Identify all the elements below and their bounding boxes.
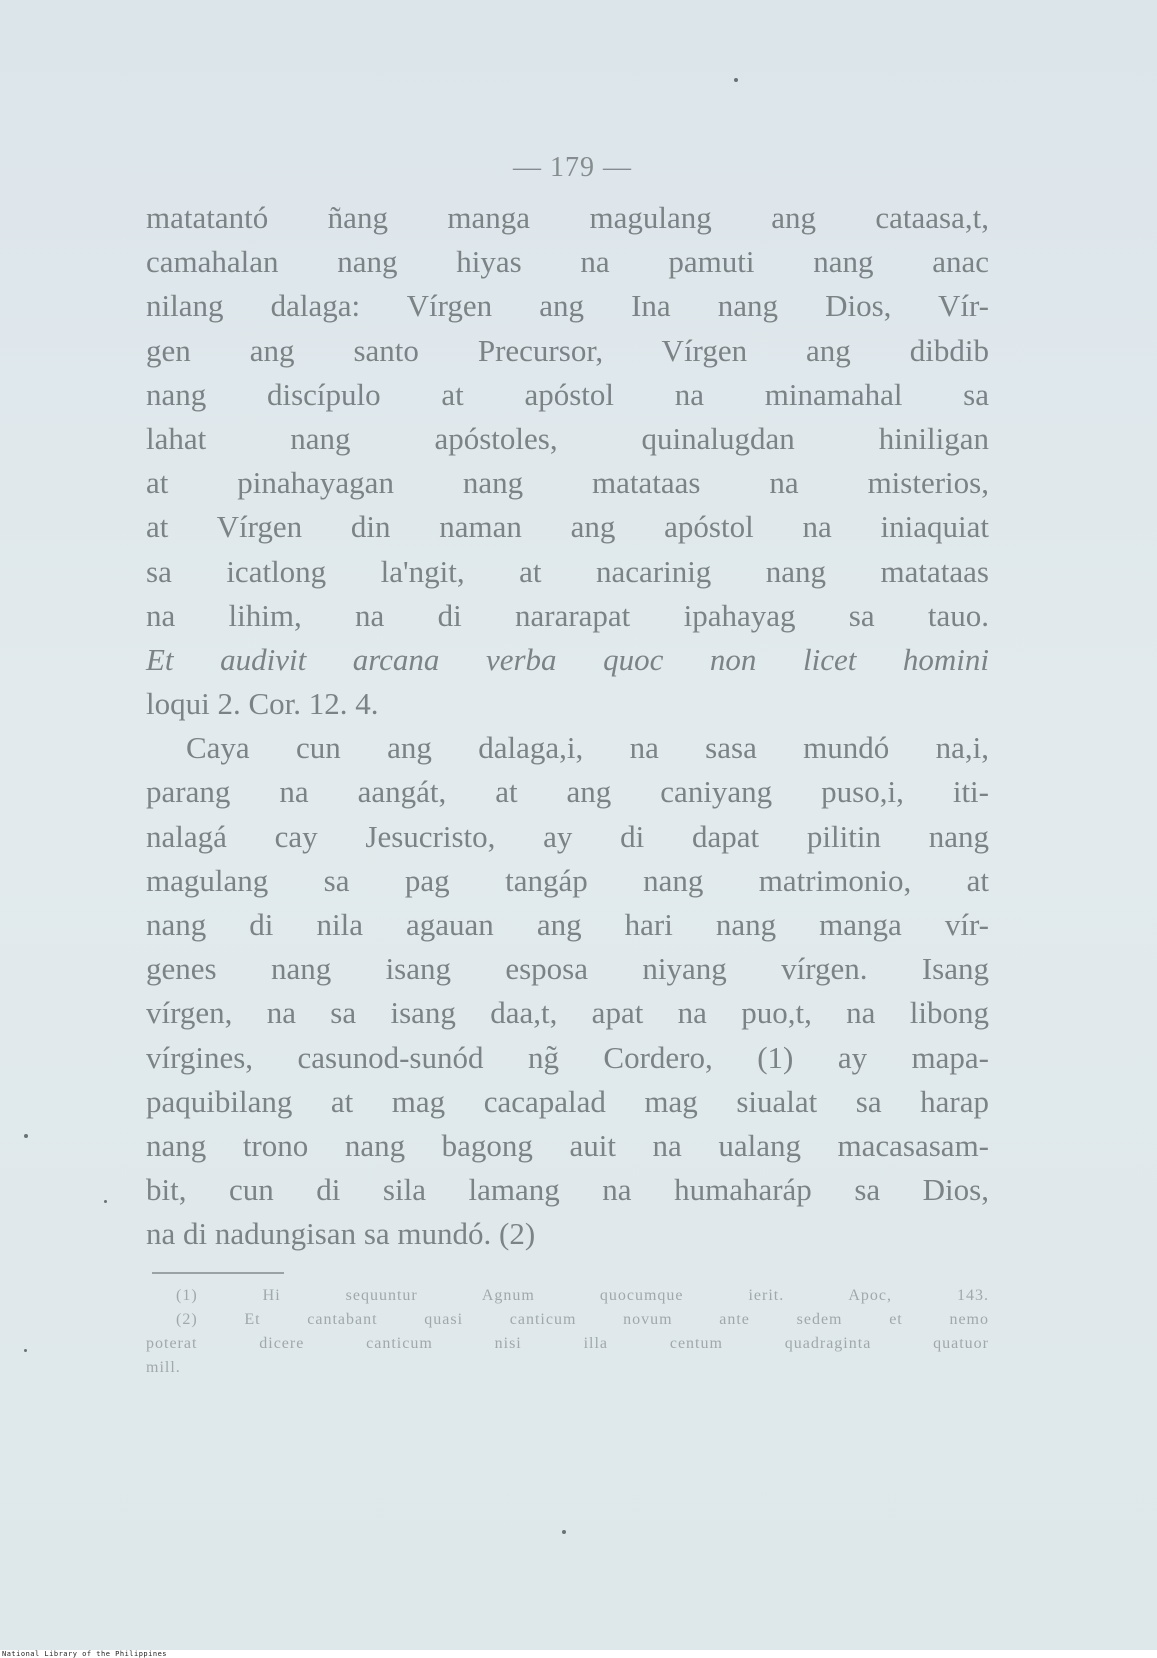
text-line: at Vírgen din naman ang apóstol na iniaquiat bbox=[146, 509, 989, 545]
text-line: camahalan nang hiyas na pamuti nang anac bbox=[146, 244, 989, 280]
scan-speck bbox=[734, 78, 738, 82]
text-line: sa icatlong la'ngit, at nacarinig nang matataas bbox=[146, 553, 989, 589]
text-line: nang di nila agauan ang hari nang manga vír- bbox=[146, 907, 989, 942]
text-line: paquibilang at mag cacapalad mag siualat sa harap bbox=[146, 1083, 989, 1119]
page-body bbox=[146, 152, 989, 1380]
paragraph-1 bbox=[146, 196, 989, 726]
text-line: na di nadungisan sa mundó. (2) bbox=[146, 1216, 536, 1252]
scan-speck bbox=[24, 1349, 27, 1352]
citation-line: loqui 2. Cor. 12. 4. bbox=[146, 686, 379, 722]
text-line: na lihim, na di nararapat ipahayag sa tauo. bbox=[146, 597, 989, 633]
text-line: nang discípulo at apóstol na minamahal sa bbox=[146, 376, 989, 412]
footnote-line: mill. bbox=[146, 1358, 181, 1376]
footnote-line: (2) Et cantabant quasi canticum novum ante sedem et nemo bbox=[176, 1310, 989, 1328]
text-line: at pinahayagan nang matataas na misterios, bbox=[146, 465, 989, 501]
text-line: Caya cun ang dalaga,i, na sasa mundó na,i, bbox=[186, 730, 989, 766]
text-line: vírgen, na sa isang daa,t, apat na puo,t, na libong bbox=[146, 995, 989, 1031]
text-line: parang na aangát, at ang caniyang puso,i, iti- bbox=[146, 774, 989, 810]
text-line: lahat nang apóstoles, quinalugdan hiniligan bbox=[146, 420, 989, 456]
footnotes bbox=[146, 1284, 989, 1380]
text-line: matatantó ñang manga magulang ang cataasa,t, bbox=[146, 200, 989, 235]
text-line: nilang dalaga: Vírgen ang Ina nang Dios, Vír- bbox=[146, 288, 989, 324]
footnote-line: poterat dicere canticum nisi illa centum quadraginta quatuor bbox=[146, 1334, 989, 1352]
footnote-line: (1) Hi sequuntur Agnum quocumque ierit. Apoc, 143. bbox=[176, 1286, 989, 1304]
text-line: bit, cun di sila lamang na humaharáp sa Dios, bbox=[146, 1172, 989, 1208]
paragraph-2 bbox=[146, 726, 989, 1256]
scan-speck bbox=[562, 1530, 566, 1534]
library-credit: National Library of the Philippines bbox=[2, 1650, 168, 1658]
footer-bar bbox=[0, 1650, 1157, 1658]
page-number: — 179 — bbox=[513, 152, 632, 183]
scan-speck bbox=[24, 1134, 28, 1138]
text-line: nalagá cay Jesucristo, ay di dapat pilitin nang bbox=[146, 818, 989, 854]
text-line: genes nang isang esposa niyang vírgen. Isang bbox=[146, 951, 989, 987]
footnote-divider bbox=[152, 1272, 284, 1274]
text-line: magulang sa pag tangáp nang matrimonio, at bbox=[146, 862, 989, 898]
scan-speck bbox=[104, 1200, 107, 1203]
text-line: vírgines, casunod-sunód ng̃ Cordero, (1) ay mapa- bbox=[146, 1039, 989, 1075]
latin-quote-line: Et audivit arcana verba quoc non licet homini bbox=[146, 641, 989, 677]
text-line: nang trono nang bagong auit na ualang macasasam- bbox=[146, 1127, 989, 1163]
text-line: gen ang santo Precursor, Vírgen ang dibdib bbox=[146, 332, 989, 368]
